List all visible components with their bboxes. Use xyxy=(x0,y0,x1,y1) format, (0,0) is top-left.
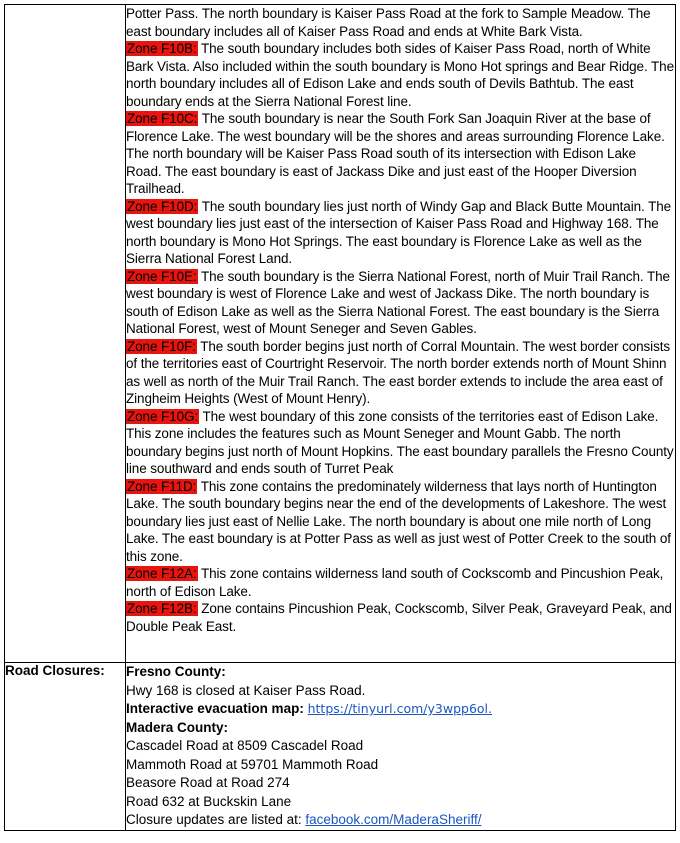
road-closures-row xyxy=(5,663,676,831)
zone-tag-f12a: Zone F12A: xyxy=(127,566,197,581)
madera-closure-line: Cascadel Road at 8509 Cascadel Road xyxy=(126,738,364,753)
zone-tag-f10b: Zone F10B: xyxy=(127,41,197,56)
zone-tag-f11d: Zone F11D: xyxy=(127,478,197,494)
zone-tag-f10f: Zone F10F: xyxy=(127,338,196,354)
closure-updates-line xyxy=(126,811,675,830)
road-closures-label: Road Closures: xyxy=(5,663,126,831)
zone-tag-f10c: Zone F10C: xyxy=(127,111,198,126)
zone-text-f10d: The south boundary lies just north of Windy Gap and Black Butte Mountain. The west boundary lies just east of the intersection of Kaiser Pass Road and Highway 168. The north boundary is Mono Hot Springs. The east boundary is Florence Lake as well as the Sierra National Forest Land. xyxy=(126,198,672,266)
road-closures-cell xyxy=(126,663,676,831)
madera-closure-line: Road 632 at Buckskin Lane xyxy=(126,793,292,809)
evacuation-map-link[interactable]: https://tinyurl.com/y3wpp6ol. xyxy=(307,701,492,716)
madera-heading: Madera County: xyxy=(126,719,229,735)
zone-intro: Potter Pass. The north boundary is Kaiser Pass Road at the fork to Sample Meadow. The east boundary includes all of Kaiser Pass Road and ends at White Bark Vista. xyxy=(126,6,651,39)
zone-text-f10g: The west boundary of this zone consists of the territories east of Edison Lake. This zone includes the features such as Mount Seneger and Mount Gabb. The north boundary begins just north of Mount Hopkins. The east boundary parallels the Fresno County line southward and ends south of Turret Peak xyxy=(126,408,674,476)
zone-f10b xyxy=(126,40,675,110)
zone-text-f12a: This zone contains wilderness land south of Cockscomb and Pincushion Peak, north of Edison Lake. xyxy=(126,566,664,599)
zone-tag-f10g: Zone F10G: xyxy=(127,408,199,424)
closure-updates-link[interactable]: facebook.com/MaderaSheriff/ xyxy=(305,812,482,827)
zone-f10f xyxy=(126,338,675,408)
zone-f10d xyxy=(126,198,675,268)
evacuation-map-label: Interactive evacuation map: xyxy=(126,701,304,716)
madera-closure-line: Beasore Road at Road 274 xyxy=(126,775,290,790)
zone-text-f12b: Zone contains Pincushion Peak, Cockscomb, Silver Peak, Graveyard Peak, and Double Peak East. xyxy=(126,601,672,634)
fresno-closure-line: Hwy 168 is closed at Kaiser Pass Road. xyxy=(126,682,366,698)
zone-f10c xyxy=(126,110,675,198)
zone-tag-f10e: Zone F10E: xyxy=(127,268,197,284)
fresno-heading: Fresno County: xyxy=(126,664,226,679)
zone-f12a xyxy=(126,565,675,600)
zone-f10e xyxy=(126,268,675,338)
zone-f10g xyxy=(126,408,675,478)
zone-text-f10f: The south border begins just north of Corral Mountain. The west border consists of the territories east of Courtright Reservoir. The north border extends north of Mount Shinn as well as north of the Muir Trail Ranch. The east border extends to include the area east of Zingheim Heights (West of Mount Henry). xyxy=(126,338,671,406)
zone-text-f11d: This zone contains the predominately wilderness that lays north of Huntington Lake. The south boundary begins near the end of the developments of Lakeshore. The west boundary lies just east of Nellie Lake. The north boundary is about one mile north of Long Lake. The east boundary is at Potter Pass as well as just west of Potter Creek to the south of this zone. xyxy=(126,478,671,564)
empty-label-cell xyxy=(5,5,126,663)
zones-row xyxy=(5,5,676,663)
zone-f11d xyxy=(126,478,675,566)
madera-closure-line: Mammoth Road at 59701 Mammoth Road xyxy=(126,756,379,772)
zone-text-f10b: The south boundary includes both sides of Kaiser Pass Road, north of White Bark Vista. Also included within the south boundary is Mono Hot springs and Bear Ridge. The north boundary includes all of Edison Lake and ends south of Devils Bathtub. The east boundary ends at the Sierra National Forest line. xyxy=(126,41,674,109)
document-table xyxy=(4,4,676,831)
zone-text-f10e: The south boundary is the Sierra National Forest, north of Muir Trail Ranch. The west boundary is west of Florence Lake and west of Jackass Dike. The north boundary is south of Edison Lake as well as the Sierra National Forest. The east boundary is the Sierra National Forest, west of Mount Seneger and Seven Gables. xyxy=(126,268,670,336)
zone-f12b xyxy=(126,600,675,635)
zones-cell xyxy=(126,5,676,663)
evacuation-map-line xyxy=(126,700,675,719)
zone-tag-f10d: Zone F10D: xyxy=(127,198,198,214)
zone-tag-f12b: Zone F12B: xyxy=(127,601,197,616)
closure-updates-label: Closure updates are listed at: xyxy=(126,812,302,827)
zone-text-f10c: The south boundary is near the South Fork San Joaquin River at the base of Florence Lake. The west boundary will be the shores and areas surrounding Florence Lake. The north boundary will be Kaiser Pass Road south of its intersection with Edison Lake Road. The east boundary is east of Jackass Dike and just east of the Hooper Diversion Trailhead. xyxy=(126,111,665,196)
